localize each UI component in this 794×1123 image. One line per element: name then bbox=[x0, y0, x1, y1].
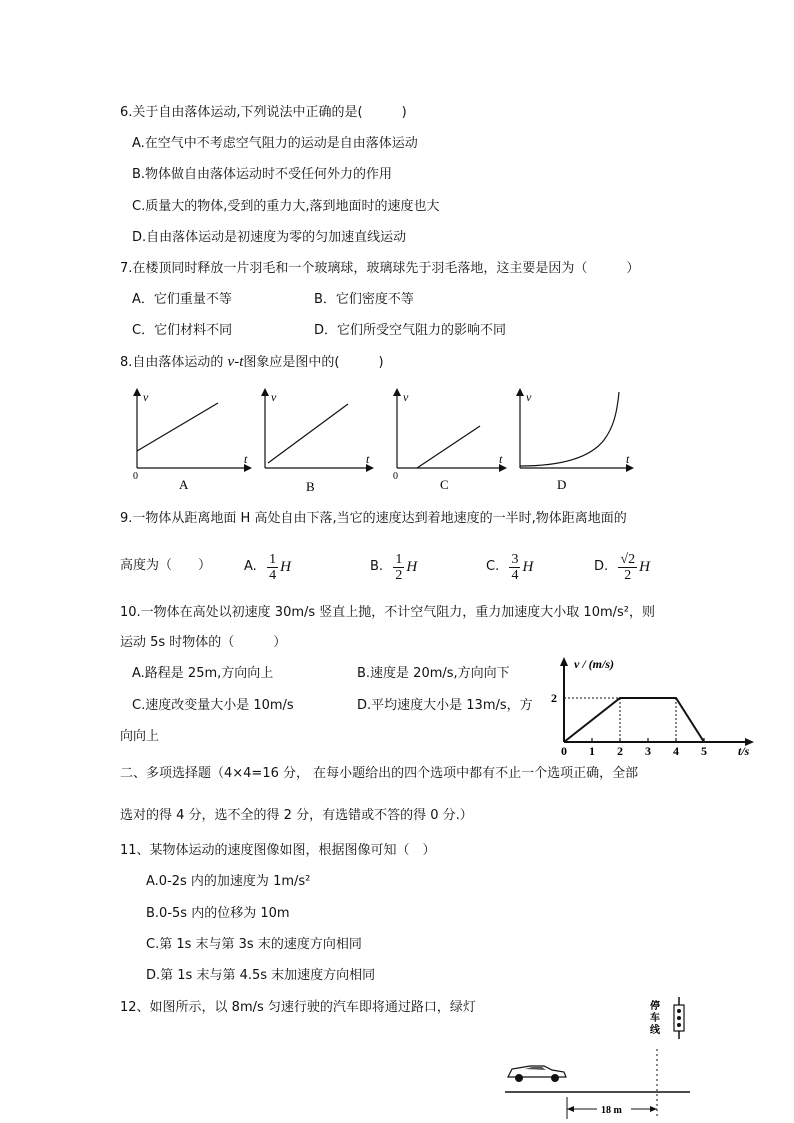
graph-c-label: C bbox=[440, 477, 449, 492]
graph-c-origin: 0 bbox=[393, 471, 398, 482]
traffic-light-icon bbox=[674, 997, 684, 1039]
q7-option-c: C．它们材料不同 bbox=[132, 323, 233, 338]
q12-figure bbox=[500, 993, 700, 1123]
q9-option-b bbox=[370, 547, 417, 587]
q8-stem bbox=[120, 353, 384, 372]
q9-option-a bbox=[244, 547, 291, 587]
q10-option-c: C.速度改变量大小是 10m/s bbox=[132, 698, 294, 713]
distance-label: 18 m bbox=[601, 1105, 622, 1116]
q10-stem: 10.一物体在高处以初速度 30m/s 竖直上抛，不计空气阻力，重力加速度大小取 10m/s²，则 bbox=[120, 605, 655, 620]
q8-stem-before: 8.自由落体运动的 bbox=[120, 355, 228, 370]
q9-option-c-letter: C. bbox=[486, 559, 500, 574]
graph-d bbox=[516, 388, 634, 492]
q9-d-num: √2 bbox=[620, 551, 636, 567]
x-tick-label: 0 bbox=[561, 744, 567, 758]
q6-option-b: B.物体做自由落体运动时不受任何外力的作用 bbox=[132, 167, 393, 182]
q9-d-var: H bbox=[639, 559, 650, 575]
graph-a-origin: 0 bbox=[133, 471, 138, 482]
graph-b-v-label: v bbox=[271, 390, 277, 404]
y-tick-label: 2 bbox=[551, 691, 557, 705]
q10-option-d-cont: 向向上 bbox=[120, 729, 160, 744]
q6-option-c: C.质量大的物体,受到的重力大,落到地面时的速度也大 bbox=[132, 199, 440, 214]
q9-a-var: H bbox=[280, 559, 291, 575]
q10-option-d: D.平均速度大小是 13m/s，方 bbox=[357, 698, 533, 713]
q11-option-c: C.第 1s 末与第 3s 末的速度方向相同 bbox=[146, 937, 362, 952]
q9-b-den: 2 bbox=[395, 567, 403, 583]
q9-option-d-fraction bbox=[618, 552, 637, 583]
q7-option-b: B．它们密度不等 bbox=[314, 292, 414, 307]
section2-heading-line2: 选对的得 4 分，选不全的得 2 分，有选错或不答的得 0 分.） bbox=[120, 808, 473, 823]
graph-d-v-label: v bbox=[526, 390, 532, 404]
q9-option-d bbox=[594, 547, 650, 587]
q10-option-a: A.路程是 25m,方向向上 bbox=[132, 666, 274, 681]
graph-b bbox=[261, 388, 374, 494]
q9-a-den: 4 bbox=[269, 567, 277, 583]
q9-option-c bbox=[486, 547, 533, 587]
graph-b-t-label: t bbox=[366, 452, 370, 466]
graph-d-t-label: t bbox=[626, 452, 630, 466]
q9-option-b-fraction bbox=[393, 552, 404, 583]
q11-stem: 11、某物体运动的速度图像如图，根据图像可知（ ） bbox=[120, 843, 436, 858]
x-tick-label: 3 bbox=[645, 744, 651, 758]
q9-option-d-letter: D. bbox=[594, 559, 609, 574]
q9-option-a-fraction bbox=[267, 552, 278, 583]
chart-ylabel: v / (m/s) bbox=[574, 657, 614, 671]
q9-c-num: 3 bbox=[511, 551, 519, 567]
q8-graphs bbox=[0, 378, 794, 508]
q9-a-num: 1 bbox=[269, 551, 277, 567]
q9-option-b-letter: B. bbox=[370, 559, 384, 574]
q9-b-var: H bbox=[406, 559, 418, 575]
q7-stem: 7.在楼顶同时释放一片羽毛和一个玻璃球，玻璃球先于羽毛落地，这主要是因为（ ） bbox=[120, 261, 640, 276]
q9-c-var: H bbox=[522, 559, 534, 575]
q10-option-b: B.速度是 20m/s,方向向下 bbox=[357, 666, 510, 681]
q6-option-a: A.在空气中不考虑空气阻力的运动是自由落体运动 bbox=[132, 136, 418, 151]
x-tick-label: 4 bbox=[673, 744, 679, 758]
q11-option-b: B.0-5s 内的位移为 10m bbox=[146, 906, 290, 921]
x-tick-label: 1 bbox=[589, 744, 595, 758]
x-tick-label: 5 bbox=[701, 744, 707, 758]
section2-heading-line1: 二、多项选择题（4×4=16 分， 在每小题给出的四个选项中都有不止一个选项正确，全部 bbox=[120, 766, 639, 781]
chart-xlabel: t/s bbox=[738, 744, 750, 758]
graph-c bbox=[393, 388, 507, 492]
q7-option-a: A．它们重量不等 bbox=[132, 292, 232, 307]
q11-option-d: D.第 1s 末与第 4.5s 末加速度方向相同 bbox=[146, 968, 376, 983]
graph-b-label: B bbox=[306, 479, 315, 494]
graph-a bbox=[133, 388, 252, 492]
q11-option-a: A.0-2s 内的加速度为 1m/s² bbox=[146, 874, 311, 889]
graph-a-v-label: v bbox=[143, 390, 149, 404]
q9-stem2: 高度为（ ） bbox=[120, 558, 212, 573]
graph-c-v-label: v bbox=[403, 390, 409, 404]
q6-option-d: D.自由落体运动是初速度为零的匀加速直线运动 bbox=[132, 230, 407, 245]
stop-line-label: 停车线 bbox=[650, 1001, 660, 1036]
graph-c-t-label: t bbox=[499, 452, 503, 466]
q8-stem-math: v-t bbox=[227, 354, 244, 370]
q9-c-den: 4 bbox=[511, 567, 519, 583]
graph-a-t-label: t bbox=[244, 452, 248, 466]
velocity-time-chart bbox=[548, 652, 768, 758]
q9-option-c-fraction bbox=[509, 552, 520, 583]
q12-stem: 12、如图所示，以 8m/s 匀速行驶的汽车即将通过路口，绿灯 bbox=[120, 1000, 476, 1015]
velocity-series-line bbox=[564, 698, 704, 742]
chart-guides bbox=[564, 698, 676, 742]
x-tick-label: 2 bbox=[617, 744, 623, 758]
chart-ticks bbox=[551, 691, 707, 758]
q10-stem2: 运动 5s 时物体的（ ） bbox=[120, 635, 287, 650]
q7-option-d: D．它们所受空气阻力的影响不同 bbox=[314, 323, 507, 338]
q6-stem: 6.关于自由落体运动,下列说法中正确的是( ) bbox=[120, 105, 407, 120]
q9-d-den: 2 bbox=[624, 567, 632, 583]
q9-option-a-letter: A. bbox=[244, 559, 257, 574]
graph-a-label: A bbox=[179, 477, 189, 492]
car-icon bbox=[508, 1066, 566, 1082]
q8-stem-after: 图象应是图中的( ) bbox=[243, 355, 384, 370]
q9-stem: 9.一物体从距离地面 H 高处自由下落,当它的速度达到着地速度的一半时,物体距离地面的 bbox=[120, 511, 627, 526]
q9-b-num: 1 bbox=[395, 551, 403, 567]
graph-d-label: D bbox=[557, 477, 567, 492]
